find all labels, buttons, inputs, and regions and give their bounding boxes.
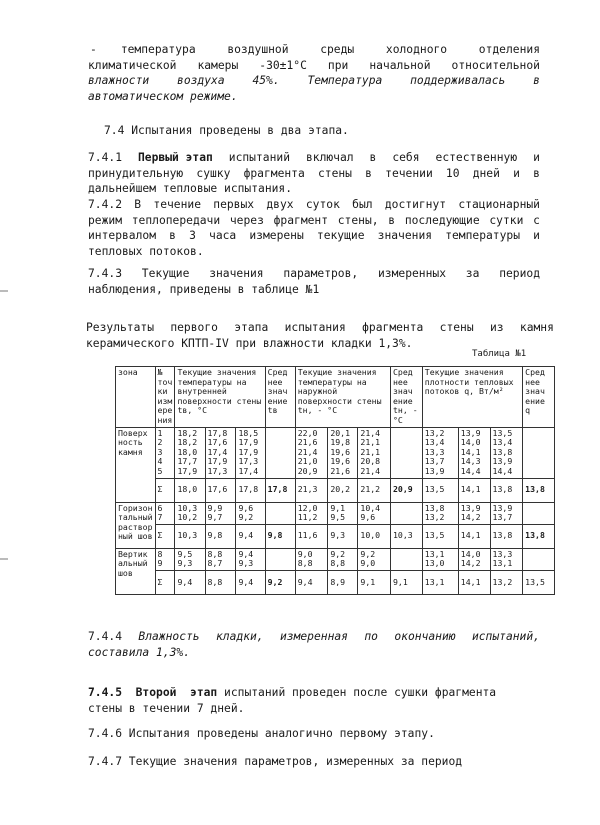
- avg-cell: 9,2: [265, 570, 295, 594]
- word: Температура: [307, 74, 383, 87]
- word: испытаний: [228, 151, 290, 164]
- word: начальной: [369, 58, 431, 72]
- word: 3: [189, 229, 196, 242]
- word: 7.4.3: [88, 267, 123, 280]
- sum-cell: 20,2: [328, 478, 358, 502]
- word: измеренных: [378, 267, 447, 280]
- sum-cell: 14,1: [458, 570, 490, 594]
- table-header-row: [116, 367, 555, 428]
- intro-line-1: [88, 42, 540, 58]
- sum-cell: 13,8: [490, 524, 523, 548]
- value-cell: 9,0 8,8: [295, 548, 328, 570]
- sum-cell: 9,3: [328, 524, 358, 548]
- s741-number: 7.4.1: [88, 151, 123, 164]
- header-t-out: Текущие значения температуры на наружной поверхности стены tн, - °С: [295, 367, 390, 428]
- word: камеры: [197, 58, 239, 72]
- word: фрагмента: [362, 321, 424, 334]
- intro-line-3: [88, 73, 540, 89]
- value-cell: 13,3 13,1: [490, 548, 523, 570]
- results-line-2: керамического КПТП-IV при влажности кладки 1,3%.: [86, 336, 413, 350]
- word: кладки,: [215, 630, 264, 643]
- word: в: [169, 229, 176, 242]
- word: в: [533, 166, 540, 180]
- word: первых: [213, 198, 255, 211]
- table-row: [116, 502, 555, 524]
- word: относительной: [451, 58, 540, 72]
- word: течение: [153, 198, 201, 211]
- value-cell: 13,2 13,4 13,3 13,7 13,9: [422, 427, 458, 478]
- word: с: [533, 213, 540, 227]
- word: температура: [120, 43, 196, 56]
- avg-cell: 17,8: [265, 478, 295, 502]
- avg-cell: 13,8: [523, 478, 555, 502]
- word: поддерживалась: [410, 74, 506, 87]
- word: влажности: [88, 74, 150, 87]
- section-7-4: 7.4 Испытания проведены в два этапа.: [104, 124, 349, 137]
- sum-symbol: Σ: [155, 478, 175, 502]
- word: стационарный: [458, 198, 540, 211]
- sum-symbol: Σ: [155, 570, 175, 594]
- word: суток: [305, 198, 340, 211]
- word: в: [365, 166, 372, 180]
- word: окончанию: [394, 630, 456, 643]
- sum-cell: 13,1: [422, 570, 458, 594]
- word: часа: [209, 229, 237, 242]
- sum-cell: 9,8: [205, 524, 236, 548]
- word: и: [533, 151, 540, 164]
- word: сутки: [489, 213, 524, 227]
- word: камня: [519, 321, 554, 334]
- intro-line-4: автоматическом режиме.: [88, 89, 238, 103]
- word: фрагмент: [273, 213, 329, 227]
- sum-cell: 9,4: [236, 570, 265, 594]
- section-7-4-3: [88, 266, 540, 297]
- word: включал: [305, 151, 354, 164]
- word: Текущие: [141, 267, 190, 280]
- sum-cell: 17,8: [236, 478, 265, 502]
- value-cell: 9,2 9,0: [358, 548, 391, 570]
- header-q-avg: Сред нее знач ение q: [523, 367, 555, 428]
- s745-line-1: [88, 685, 540, 701]
- word: период: [499, 267, 540, 280]
- word: дней: [472, 166, 500, 180]
- sum-cell: 13,5: [422, 524, 458, 548]
- section-7-4-5: [88, 685, 540, 716]
- sum-cell: 9,4: [295, 570, 328, 594]
- empty-cell: [265, 502, 295, 524]
- word: в: [388, 213, 396, 227]
- word: себя: [392, 151, 420, 164]
- sum-cell: 11,6: [295, 524, 328, 548]
- value-cell: 18,2 18,2 18,0 17,7 17,9: [175, 427, 205, 478]
- sum-cell: 14,1: [458, 478, 490, 502]
- word: значения: [209, 267, 264, 280]
- results-table: [115, 366, 555, 595]
- word: 7.4.2: [88, 198, 123, 211]
- sum-cell: 10,0: [358, 524, 391, 548]
- s743-line-1: [88, 266, 540, 282]
- s744-line-2: составила 1,3%.: [88, 645, 191, 659]
- intro-paragraph: [88, 42, 540, 104]
- empty-cell: [391, 427, 423, 478]
- word: при: [327, 58, 349, 72]
- word: теплопередачи: [131, 213, 221, 227]
- header-point: № точ ки изм ере ния: [155, 367, 175, 428]
- sum-cell: 17,6: [205, 478, 236, 502]
- word: среды: [320, 43, 355, 56]
- word: за: [465, 267, 480, 280]
- sum-cell: 9,1: [358, 570, 391, 594]
- avg-cell: 10,3: [391, 524, 423, 548]
- value-cell: 13,9 13,7: [490, 502, 523, 524]
- word: течении: [385, 166, 433, 180]
- word: первого: [170, 321, 218, 334]
- sum-cell: 9,4: [175, 570, 205, 594]
- word: испытания: [284, 321, 346, 334]
- value-cell: 22,0 21,6 21,4 21,0 20,9: [295, 427, 328, 478]
- table-sum-row: [116, 478, 555, 502]
- avg-cell: 20,9: [391, 478, 423, 502]
- word: стены: [439, 321, 474, 334]
- value-cell: 9,9 9,7: [205, 502, 236, 524]
- zone-cell: Горизон тальный раствор ный шов: [116, 502, 156, 548]
- value-cell: 12,0 11,2: [295, 502, 328, 524]
- table-row: [116, 548, 555, 570]
- s745-line-1-rest: испытаний проведен после сушки фрагмента: [224, 686, 497, 699]
- word: -30±1°С: [259, 58, 307, 72]
- s744-line-1: [88, 629, 540, 645]
- word: в: [533, 74, 540, 87]
- value-cell: 14,0 14,2: [458, 548, 490, 570]
- word: воздуха: [177, 74, 225, 87]
- word: по: [364, 630, 378, 643]
- avg-cell: 13,5: [523, 570, 555, 594]
- value-cell: 9,6 9,2: [236, 502, 265, 524]
- sum-cell: 10,3: [175, 524, 205, 548]
- value-cell: 17,8 17,6 17,4 17,9 17,3: [205, 427, 236, 478]
- value-cell: 20,1 19,8 19,6 19,6 21,6: [328, 427, 358, 478]
- sum-cell: 14,1: [458, 524, 490, 548]
- intro-line-1-text: [121, 42, 540, 58]
- sum-cell: 13,8: [490, 478, 523, 502]
- word: фрагмента: [243, 166, 305, 180]
- header-zone: зона: [116, 367, 156, 428]
- word: стены,: [337, 213, 379, 227]
- word: значения: [377, 229, 433, 242]
- intro-dash: -: [90, 43, 97, 56]
- word: и: [513, 166, 520, 180]
- word: 10: [445, 166, 460, 180]
- word: и: [533, 229, 540, 242]
- section-7-4-1: [88, 150, 540, 197]
- s741-line-3: дальнейшем тепловые испытания.: [88, 182, 293, 195]
- word: естественную: [435, 151, 518, 164]
- sum-cell: 8,9: [328, 570, 358, 594]
- header-t-in: Текущие значения температуры на внутренней поверхности стены tв, °С: [175, 367, 265, 428]
- s741-line-2: [88, 166, 540, 182]
- word: этапа: [234, 321, 269, 334]
- s741-line-1: [88, 150, 540, 166]
- s742-line-3: [88, 228, 540, 244]
- sum-cell: 13,2: [490, 570, 523, 594]
- word: измерены: [249, 229, 304, 242]
- section-7-4-7: 7.4.7 Текущие значения параметров, измеренных за период: [88, 755, 463, 768]
- header-t-in-avg: Сред нее знач ение tв: [265, 367, 295, 428]
- value-cell: 9,2 8,8: [328, 548, 358, 570]
- value-cell: 8,8 8,7: [205, 548, 236, 570]
- word: отделения: [478, 43, 540, 56]
- value-cell: 21,4 21,1 21,1 20,8 21,4: [358, 427, 391, 478]
- word: Влажность: [138, 630, 200, 643]
- page-edge-mark: [0, 558, 8, 560]
- word: достигнут: [384, 198, 447, 211]
- word: текущие: [316, 229, 365, 242]
- sum-symbol: Σ: [155, 524, 175, 548]
- word: из: [489, 321, 504, 334]
- zone-cell: Вертик альный шов: [116, 548, 156, 594]
- word: измеренная: [279, 630, 348, 643]
- word: принудительную: [88, 166, 184, 180]
- empty-cell: [265, 427, 295, 478]
- word: сушку: [196, 166, 231, 180]
- word: интервалом: [88, 229, 157, 242]
- results-line-1: [86, 320, 554, 336]
- value-cell: 10,3 10,2: [175, 502, 205, 524]
- value-cell: 9,4 9,3: [236, 548, 265, 570]
- value-cell: 18,5 17,9 17,9 17,3 17,4: [236, 427, 265, 478]
- word: 45%.: [252, 74, 280, 87]
- empty-cell: [523, 427, 555, 478]
- s742-line-1: [88, 197, 540, 213]
- point-cell: 8 9: [155, 548, 175, 570]
- value-cell: 9,1 9,5: [328, 502, 358, 524]
- sum-cell: 13,5: [422, 478, 458, 502]
- section-7-4-2: [88, 197, 540, 259]
- empty-cell: [265, 548, 295, 570]
- value-cell: 13,1 13,0: [422, 548, 458, 570]
- section-7-4-4: [88, 629, 540, 660]
- sum-cell: 8,8: [205, 570, 236, 594]
- word: 7.4.4: [88, 630, 123, 643]
- word: стены: [317, 166, 352, 180]
- empty-cell: [391, 502, 423, 524]
- word: последующие: [404, 213, 480, 227]
- sum-cell: 21,2: [358, 478, 391, 502]
- word: В: [134, 198, 142, 211]
- table-sum-row: [116, 570, 555, 594]
- word: испытаний,: [471, 630, 540, 643]
- s742-line-4: тепловых потоков.: [88, 244, 204, 258]
- word: Результаты: [86, 321, 155, 334]
- value-cell: 9,5 9,3: [175, 548, 205, 570]
- table-row: [116, 427, 555, 478]
- table-sum-row: [116, 524, 555, 548]
- s742-line-2: [88, 213, 540, 229]
- avg-cell: 9,1: [391, 570, 423, 594]
- sum-cell: 9,4: [236, 524, 265, 548]
- word: двух: [266, 198, 294, 211]
- sum-cell: 21,3: [295, 478, 328, 502]
- empty-cell: [391, 548, 423, 570]
- s745-bold-title: 7.4.5 Второй этап: [88, 686, 218, 699]
- header-q: Текущие значения плотности тепловых потоков q, Вт/м²: [422, 367, 522, 428]
- avg-cell: 9,8: [265, 524, 295, 548]
- word: был: [352, 198, 373, 211]
- value-cell: 13,9 14,0 14,1 14,3 14,4: [458, 427, 490, 478]
- word: климатической: [88, 58, 177, 72]
- value-cell: 10,4 9,6: [358, 502, 391, 524]
- value-cell: 13,9 14,2: [458, 502, 490, 524]
- word: параметров,: [283, 267, 359, 280]
- table-label: Таблица №1: [472, 349, 527, 359]
- word: холодного: [385, 43, 448, 56]
- word: воздушной: [227, 43, 289, 56]
- s741-bold-title: Первый этап: [137, 151, 213, 164]
- empty-cell: [523, 548, 555, 570]
- page-edge-mark: [0, 290, 8, 292]
- zone-cell: Поверх ность камня: [116, 427, 156, 502]
- point-cell: 1 2 3 4 5: [155, 427, 175, 478]
- word: через: [229, 213, 264, 227]
- s745-line-2: стены в течении 7 дней.: [88, 701, 245, 715]
- point-cell: 6 7: [155, 502, 175, 524]
- value-cell: 13,5 13,4 13,8 13,9 14,4: [490, 427, 523, 478]
- word: режим: [88, 213, 123, 227]
- word: в: [369, 151, 377, 164]
- header-t-out-avg: Сред нее знач ение tн, -°С: [391, 367, 423, 428]
- intro-line-2: [88, 58, 540, 74]
- word: температуры: [445, 229, 521, 242]
- value-cell: 13,8 13,2: [422, 502, 458, 524]
- avg-cell: 13,8: [523, 524, 555, 548]
- sum-cell: 18,0: [175, 478, 205, 502]
- s743-line-2: наблюдения, приведены в таблице №1: [88, 282, 320, 296]
- section-7-4-6: 7.4.6 Испытания проведены аналогично первому этапу.: [88, 727, 435, 740]
- empty-cell: [523, 502, 555, 524]
